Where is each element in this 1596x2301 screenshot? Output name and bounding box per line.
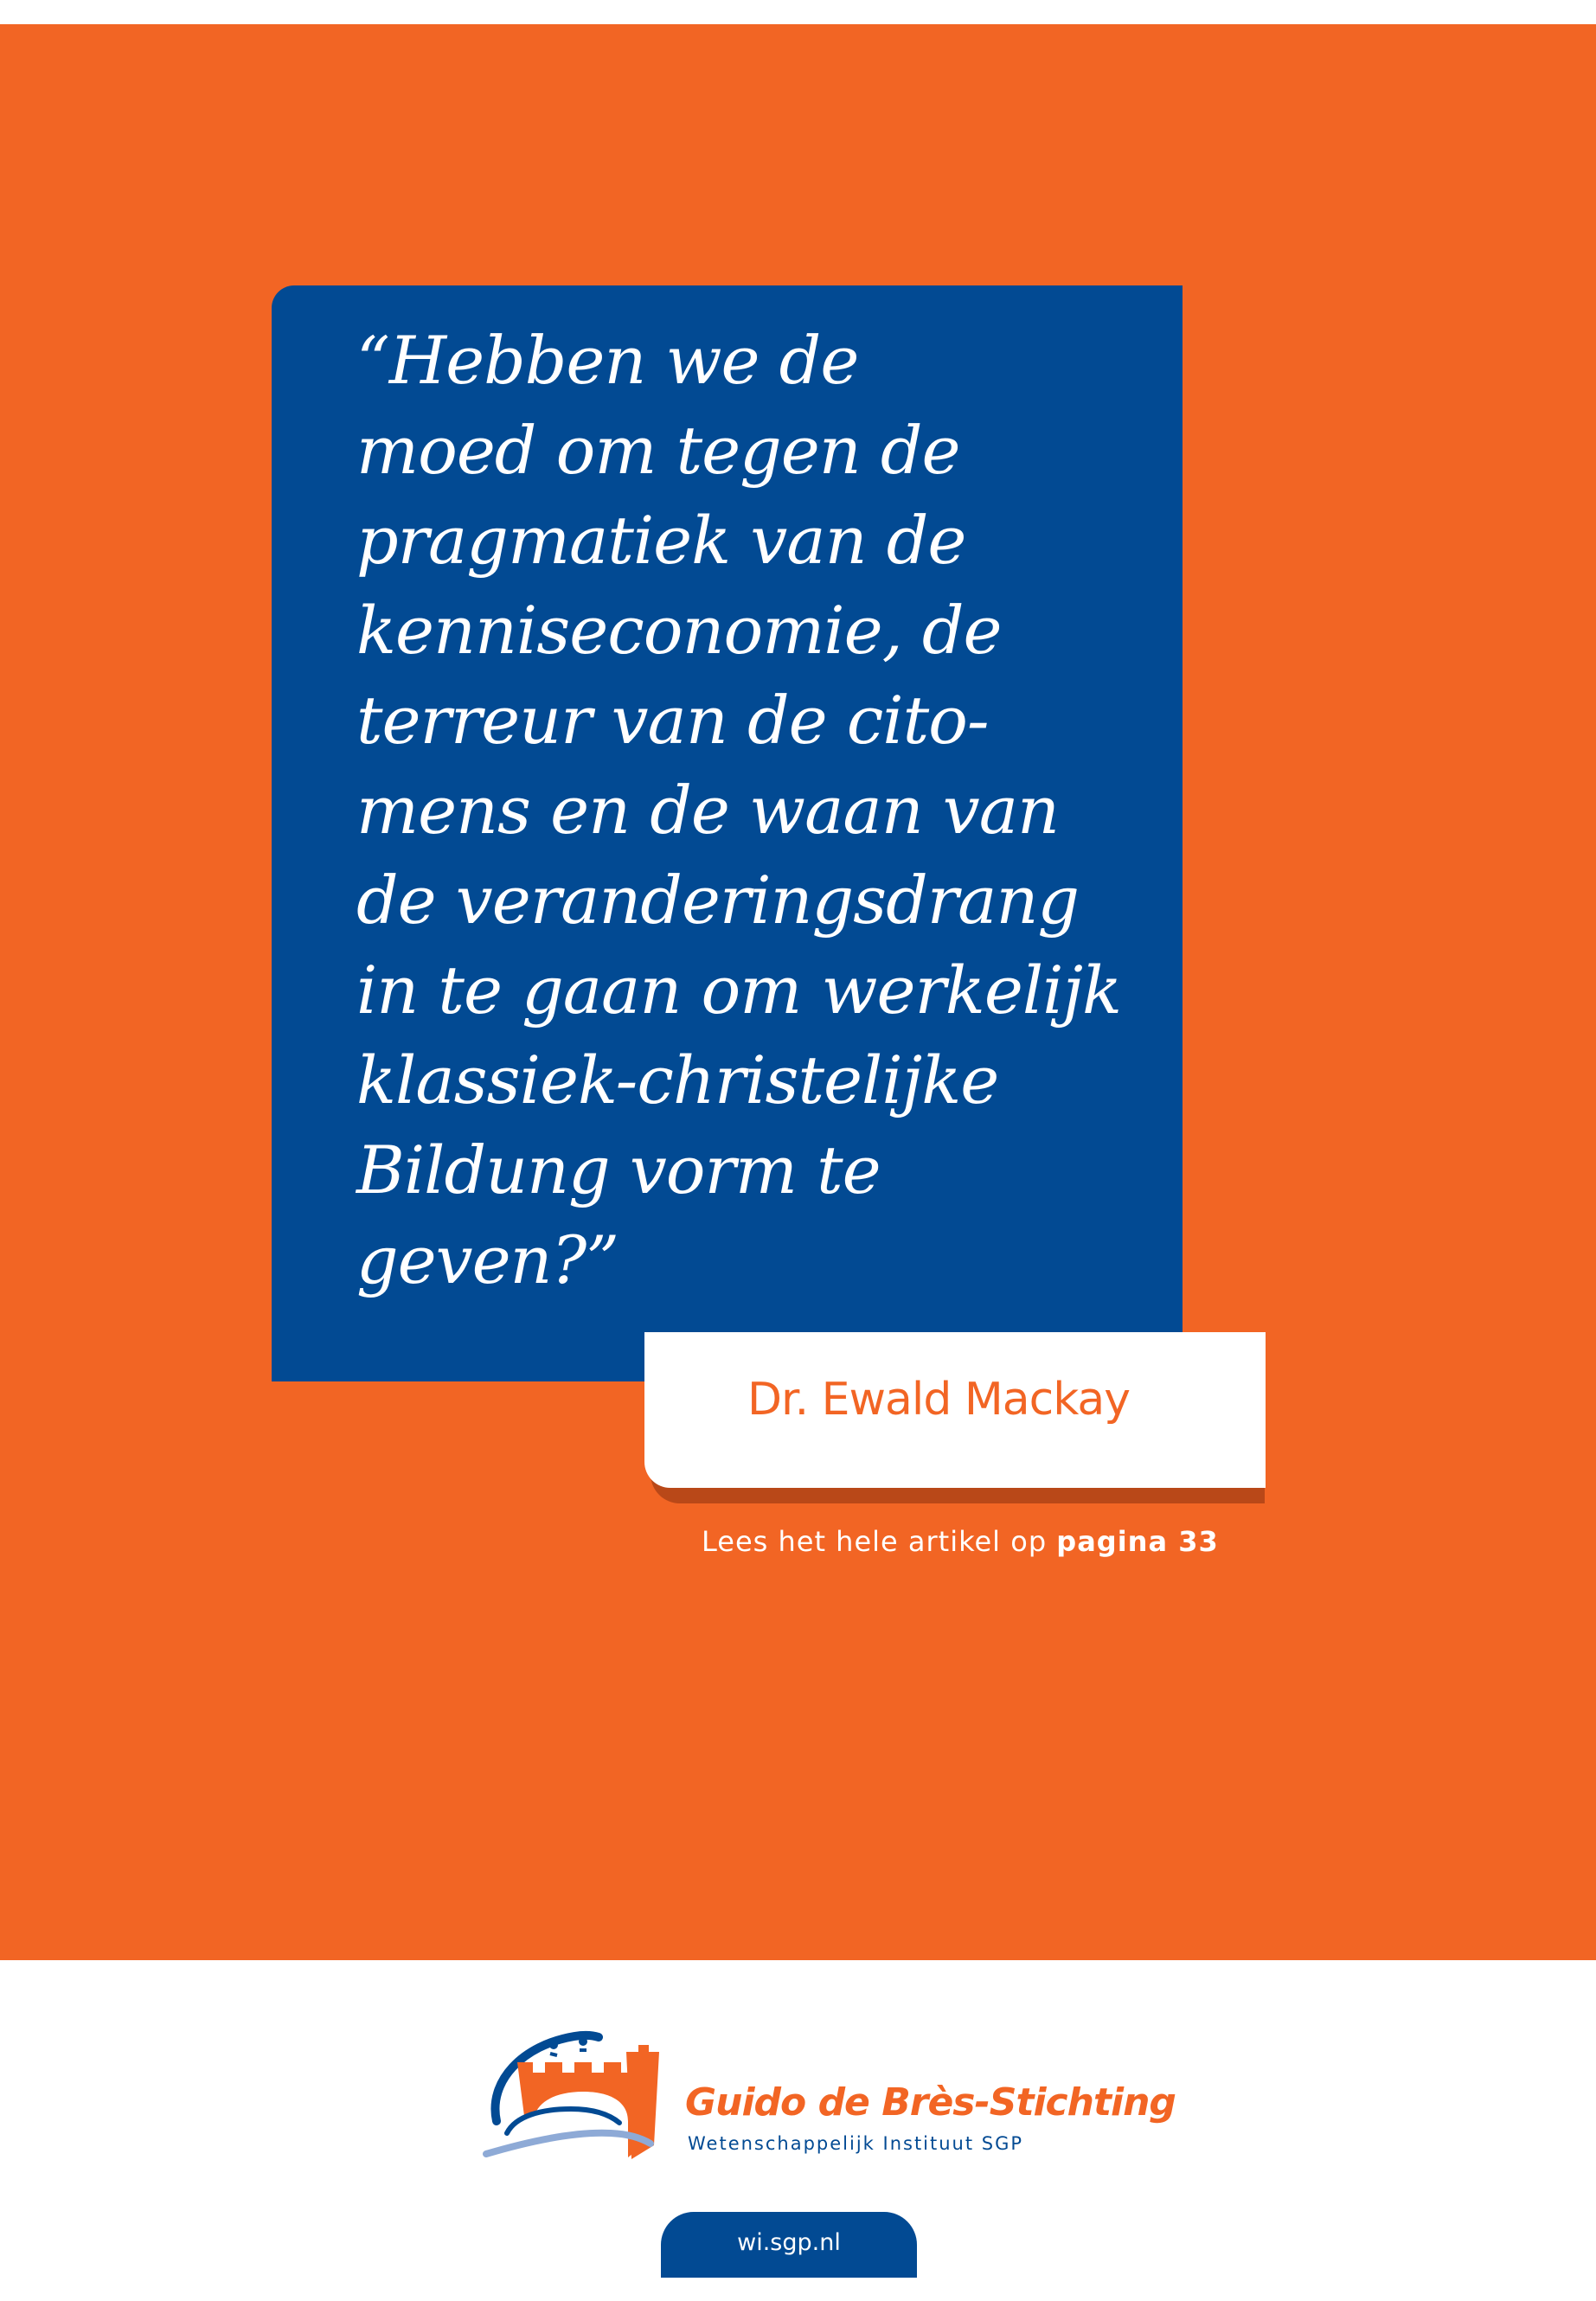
website-tab[interactable] bbox=[661, 2212, 917, 2278]
quote-line: de veranderingsdrang bbox=[356, 862, 1080, 939]
author-card bbox=[644, 1332, 1266, 1488]
quote-line: kenniseconomie, de bbox=[356, 592, 1002, 669]
quote-line: moed om tegen de bbox=[356, 412, 960, 489]
quote-line: “Hebben we de bbox=[356, 322, 859, 399]
quote-line: mens en de waan van bbox=[356, 772, 1059, 849]
read-more-page: pagina 33 bbox=[1056, 1525, 1219, 1558]
quote-line: geven?” bbox=[356, 1221, 619, 1298]
quote-line: terreur van de cito- bbox=[356, 682, 989, 759]
read-more-line bbox=[702, 1525, 1219, 1558]
quote-line: Bildung vorm te bbox=[356, 1131, 881, 1208]
quote-text bbox=[356, 316, 1152, 1305]
quote-line: in te gaan om werkelijk bbox=[356, 952, 1122, 1029]
logo-subtitle: Wetenschappelijk Instituut SGP bbox=[688, 2133, 1024, 2154]
quote-line: pragmatiek van de bbox=[356, 502, 966, 579]
logo-title: Guido de Brès-Stichting bbox=[685, 2080, 1176, 2125]
quote-line: klassiek-christelijke bbox=[356, 1042, 999, 1118]
website-url[interactable]: wi.sgp.nl bbox=[737, 2229, 841, 2256]
read-more-prefix: Lees het hele artikel op bbox=[702, 1525, 1057, 1558]
author-name: Dr. Ewald Mackay bbox=[747, 1374, 1131, 1426]
castle-crest-icon bbox=[481, 2029, 689, 2168]
